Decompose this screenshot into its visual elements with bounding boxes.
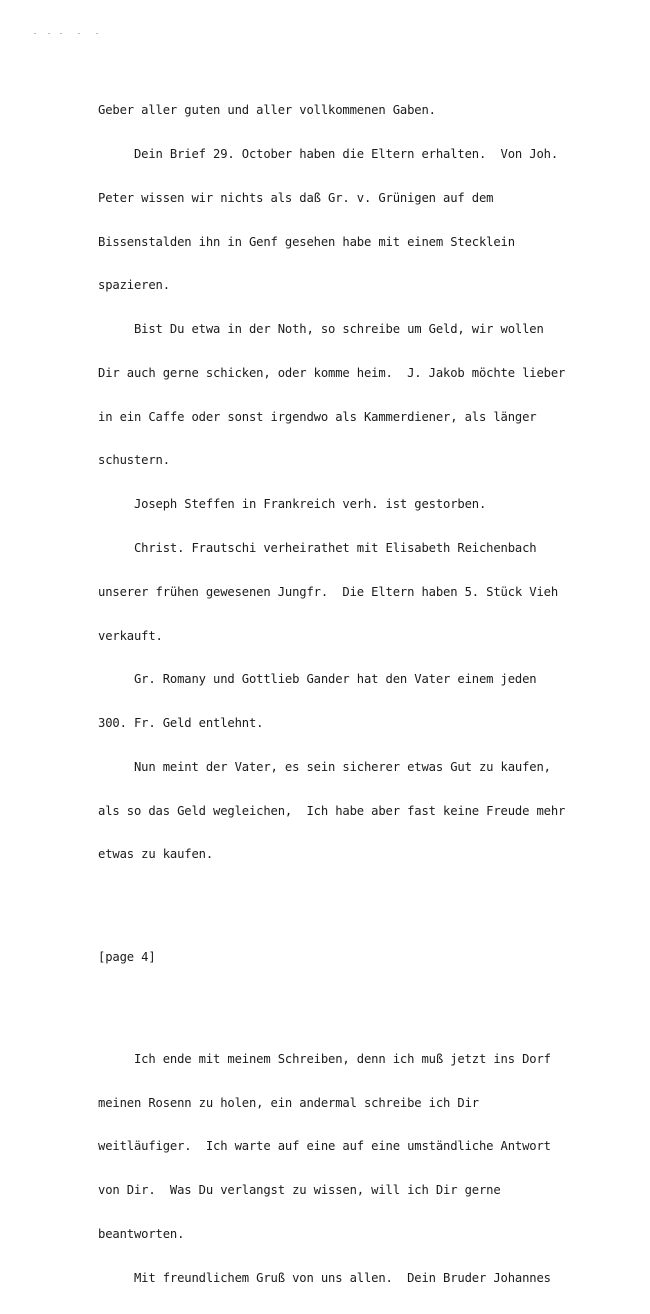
text-line: Dir auch gerne schicken, oder komme heim. J. Jakob möchte lieber: [98, 365, 566, 380]
text-line: Dein Brief 29. October haben die Eltern erhalten. Von Joh.: [98, 146, 558, 161]
text-line: von Dir. Was Du verlangst zu wissen, will ich Dir gerne: [98, 1183, 501, 1198]
text-line: meinen Rosenn zu holen, ein andermal schreibe ich Dir: [98, 1095, 479, 1110]
page-marker: [page 4]: [98, 949, 156, 964]
text-line: in ein Caffe oder sonst irgendwo als Kammerdiener, als länger: [98, 409, 537, 424]
text-line: Gr. Romany und Gottlieb Gander hat den Vater einem jeden: [98, 672, 537, 687]
text-line: Nun meint der Vater, es sein sicherer etwas Gut zu kaufen,: [98, 759, 551, 774]
text-line: unserer frühen gewesenen Jungfr. Die Eltern haben 5. Stück Vieh: [98, 584, 558, 599]
text-line: verkauft.: [98, 628, 163, 643]
text-line: beantworten.: [98, 1226, 185, 1241]
blank-line: [98, 993, 618, 1008]
text-line: Ich ende mit meinem Schreiben, denn ich muß jetzt ins Dorf: [98, 1051, 551, 1066]
text-line: spazieren.: [98, 278, 170, 293]
text-line: als so das Geld wegleichen, Ich habe aber fast keine Freude mehr: [98, 803, 566, 818]
text-line: Bissenstalden ihn in Genf gesehen habe mit einem Stecklein: [98, 234, 515, 249]
text-line: Peter wissen wir nichts als daß Gr. v. Grünigen auf dem: [98, 190, 494, 205]
text-line: schustern.: [98, 453, 170, 468]
blank-line: [98, 906, 618, 921]
letter-body: [98, 74, 618, 1314]
scan-smudge: [34, 32, 104, 36]
text-line: Mit freundlichem Gruß von uns allen. Dein Bruder Johannes: [98, 1270, 551, 1285]
text-line: etwas zu kaufen.: [98, 847, 213, 862]
text-line: Geber aller guten und aller vollkommenen Gaben.: [98, 103, 436, 118]
text-line: Joseph Steffen in Frankreich verh. ist gestorben.: [98, 497, 487, 512]
text-line: Bist Du etwa in der Noth, so schreibe um Geld, wir wollen: [98, 322, 544, 337]
text-line: 300. Fr. Geld entlehnt.: [98, 716, 264, 731]
text-line: weitläufiger. Ich warte auf eine auf eine umständliche Antwort: [98, 1139, 551, 1154]
text-line: Christ. Frautschi verheirathet mit Elisabeth Reichenbach: [98, 541, 537, 555]
